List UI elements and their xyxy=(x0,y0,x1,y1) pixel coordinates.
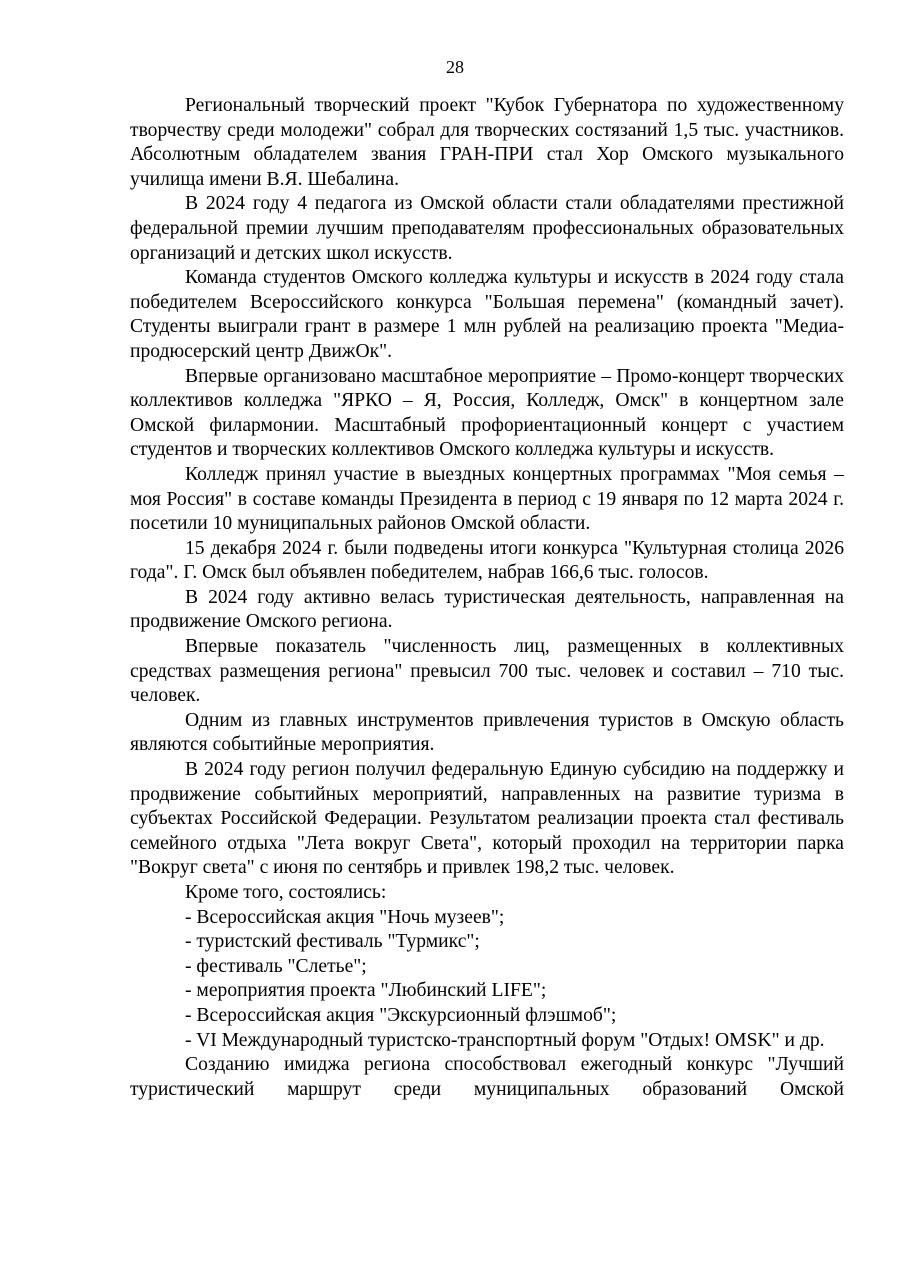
paragraph-cultural-capital: 15 декабря 2024 г. были подведены итоги конкурса "Культурная столица 2026 года". Г. Омск был объявлен победителем, набрав 166,6 тыс. голосов. xyxy=(130,537,844,584)
paragraph-teachers-award: В 2024 году 4 педагога из Омской области стали обладателями престижной федеральной премии лучшим преподавателям профессиональных образовательных организаций и детских школ искусств. xyxy=(130,193,844,264)
list-item: - фестиваль "Слетье"; xyxy=(185,955,367,977)
list-item: - Всероссийская акция "Ночь музеев"; xyxy=(185,906,505,928)
paragraph-event-tools: Одним из главных инструментов привлечения туристов в Омскую область являются событийные мероприятия. xyxy=(130,709,844,756)
paragraph-touring-concerts: Колледж принял участие в выездных концертных программах "Моя семья – моя Россия" в составе команды Президента в период с 19 января по 12 марта 2024 г. посетили 10 муниципальных районов Омской области. xyxy=(130,463,844,535)
paragraph-list-intro: Кроме того, состоялись: xyxy=(185,882,387,903)
list-item: - мероприятия проекта "Любинский LIFE"; xyxy=(185,980,547,1002)
page-number: 28 xyxy=(446,57,464,77)
list-item: - VI Международный туристско-транспортный форум "Отдых! OMSK" и др. xyxy=(185,1029,825,1051)
paragraph-student-team: Команда студентов Омского колледжа культуры и искусств в 2024 году стала победителем Всероссийского конкурса "Большая перемена" (командный зачет). Студенты выиграли грант в размере 1 млн рублей на реализацию проекта "Медиа-продюсерский центр ДвижОк". xyxy=(130,267,844,362)
paragraph-promo-concert: Впервые организовано масштабное мероприятие – Промо-концерт творческих коллективов колледжа "ЯРКО – Я, Россия, Колледж, Омск" в концертном зале Омской филармонии. Масштабный профориентационный концерт с участием студентов и творческих коллективов Омского колледжа культуры и искусств. xyxy=(130,365,844,461)
list-item: - Всероссийская акция "Экскурсионный флэшмоб"; xyxy=(185,1004,617,1026)
paragraph-governor-cup: Региональный творческий проект "Кубок Губернатора по художественному творчеству среди молодежи" собрал для творческих состязаний 1,5 тыс. участников. Абсолютным обладателем звания ГРАН-ПРИ стал Хор Омского музыкального училища имени В.Я. Шебалина. xyxy=(130,95,844,190)
paragraph-tourism-activity: В 2024 году активно велась туристическая деятельность, направленная на продвижение Омского региона. xyxy=(130,586,844,633)
list-item: - туристский фестиваль "Турмикс"; xyxy=(185,931,480,953)
paragraph-accommodation-stat: Впервые показатель "численность лиц, размещенных в коллективных средствах размещения региона" превысил 700 тыс. человек и составил – 710 тыс. человек. xyxy=(130,636,844,707)
document-body xyxy=(130,94,844,1102)
paragraph-best-route-contest: Созданию имиджа региона способствовал ежегодный конкурс "Лучший туристический маршрут среди муниципальных образований Омской xyxy=(130,1054,844,1100)
paragraph-federal-subsidy: В 2024 году регион получил федеральную Единую субсидию на поддержку и продвижение событийных мероприятий, направленных на развитие туризма в субъектах Российской Федерации. Результатом реализации проекта стал фестиваль семейного отдыха "Лета вокруг Света", который проходил на территории парка "Вокруг света" с июня по сентябрь и привлек 198,2 тыс. человек. xyxy=(130,759,844,879)
